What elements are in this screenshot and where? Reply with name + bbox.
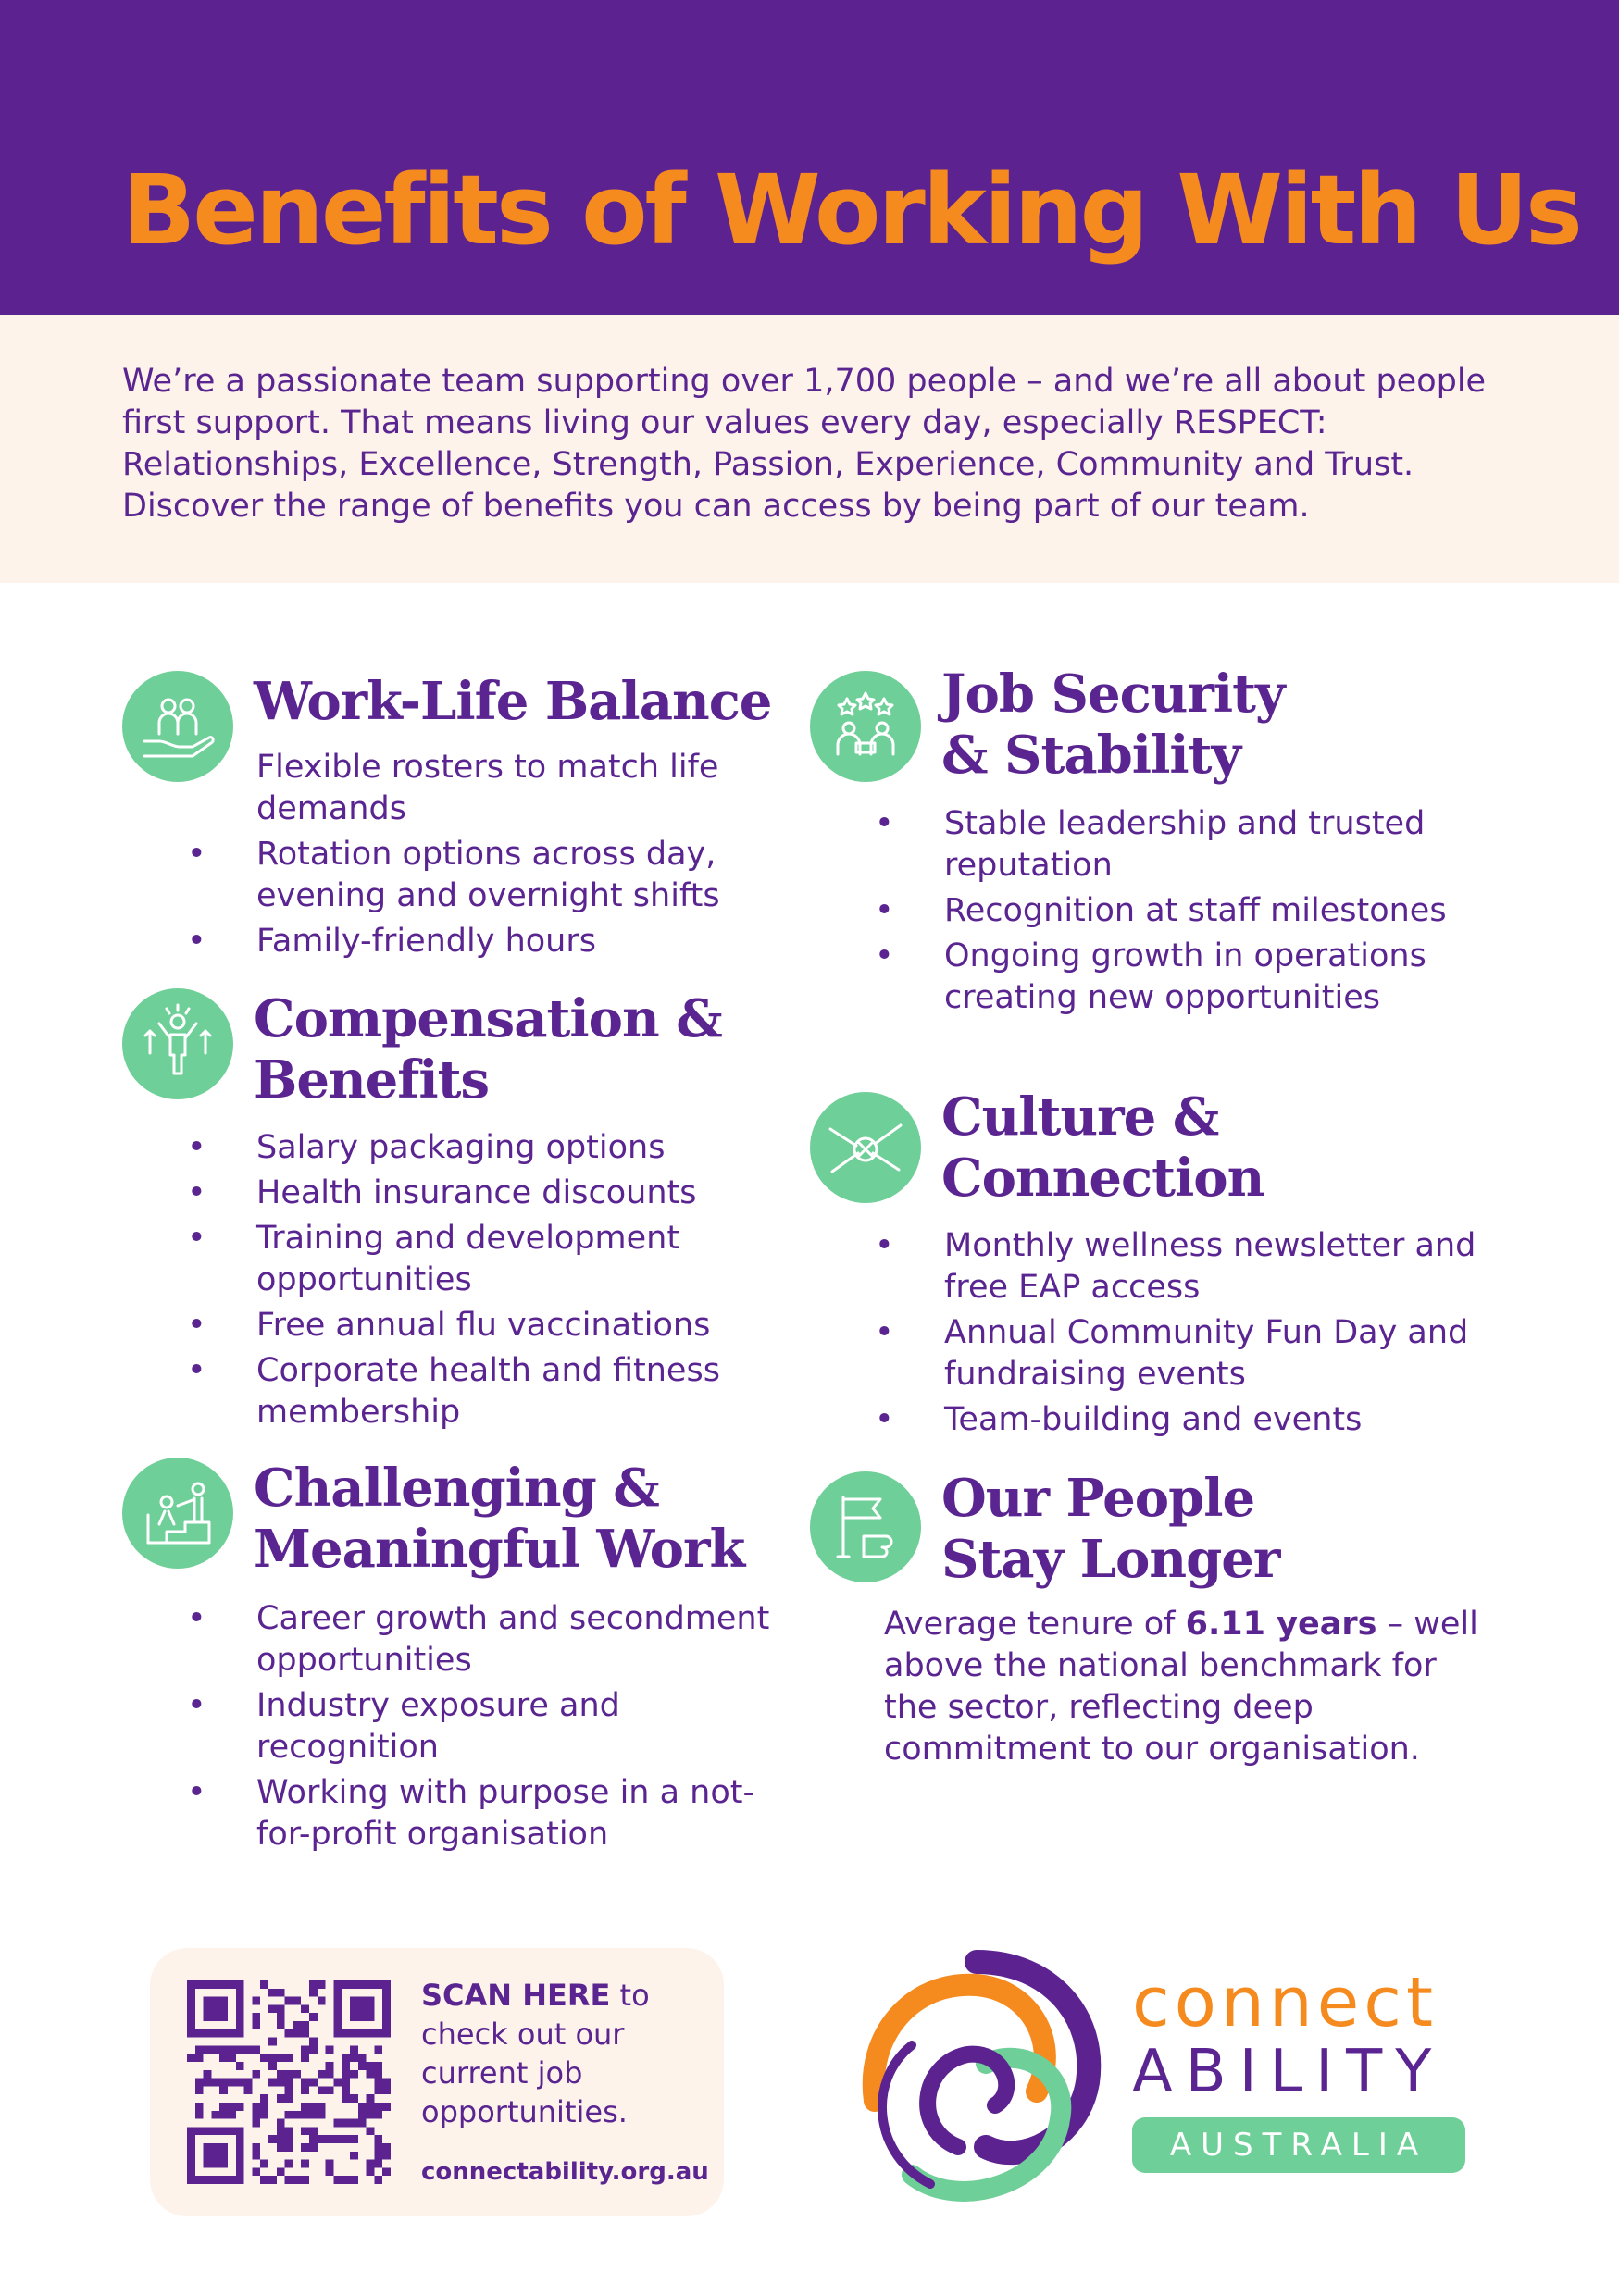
intro-text: We’re a passionate team supporting over 1,700 people – and we’re all about people first support. That means living our values every day, especially RESPECT: Relationships, Excellence, Strength, Passion, Experience, Community and Trust. Discover the range of benefits you can access by being part of our team. bbox=[122, 363, 1487, 525]
joined-hands-icon bbox=[810, 1092, 921, 1203]
benefit-list bbox=[187, 1598, 789, 1859]
list-item: • Career growth and secondment opportunities bbox=[187, 1598, 789, 1682]
list-item: • Monthly wellness newsletter and free EAP access bbox=[875, 1225, 1486, 1309]
scan-text: SCAN HERE to check out our current job opportunities. bbox=[421, 1978, 650, 2129]
heading-line: Job Security bbox=[941, 664, 1285, 725]
list-item: • Training and development opportunities bbox=[187, 1218, 789, 1301]
list-item: Flexible rosters to match life demands bbox=[256, 749, 719, 827]
heading-line: Connection bbox=[941, 1148, 1264, 1209]
section-heading bbox=[941, 1086, 1264, 1209]
heading-line: Compensation & bbox=[254, 988, 722, 1049]
intro-panel bbox=[0, 315, 1619, 583]
list-item: • Family-friendly hours bbox=[187, 921, 789, 962]
logo-ability-text: ABILITY bbox=[1132, 2038, 1445, 2106]
page-title: Benefits of Working With Us bbox=[122, 154, 1580, 267]
section-heading bbox=[254, 1458, 744, 1580]
benefit-list bbox=[875, 1225, 1486, 1445]
section-heading bbox=[254, 988, 722, 1111]
logo-connect-text: connect bbox=[1132, 1963, 1438, 2042]
flag-hand-icon bbox=[810, 1471, 921, 1582]
heading-line: Stay Longer bbox=[941, 1529, 1280, 1590]
list-item: • Team-building and events bbox=[875, 1399, 1486, 1441]
list-item: • Ongoing growth in operations creating new opportunities bbox=[875, 936, 1486, 1019]
heading-line: Meaningful Work bbox=[254, 1519, 745, 1580]
swirl-logo-icon bbox=[838, 1943, 1115, 2221]
list-item: • Working with purpose in a not-for-profit organisation bbox=[187, 1772, 789, 1855]
list-item: • Free annual flu vaccinations bbox=[187, 1305, 789, 1347]
list-item: • Health insurance discounts bbox=[187, 1173, 789, 1214]
tenure-paragraph: Average tenure of 6.11 years – well above the national benchmark for the sector, reflecting deep commitment to our organisation. bbox=[884, 1606, 1478, 1768]
list-item: • Annual Community Fun Day and fundraising events bbox=[875, 1312, 1486, 1396]
list-item: • Corporate health and fitness membership bbox=[187, 1350, 789, 1433]
heading-line: Culture & bbox=[941, 1086, 1219, 1148]
heading-line: Benefits bbox=[254, 1049, 490, 1111]
section-heading bbox=[941, 664, 1285, 786]
heading-line: Challenging & bbox=[254, 1458, 659, 1519]
logo-australia-badge: AUSTRALIA bbox=[1132, 2117, 1465, 2173]
list-item: • Rotation options across day, evening and overnight shifts bbox=[187, 834, 789, 917]
list-item: • Industry exposure and recognition bbox=[187, 1685, 789, 1769]
benefit-list bbox=[875, 803, 1486, 1023]
benefit-list bbox=[187, 747, 789, 966]
website-link[interactable]: connectability.org.au bbox=[421, 2158, 709, 2186]
tenure-value: 6.11 years bbox=[1185, 1606, 1377, 1643]
section-heading: Work-Life Balance bbox=[254, 671, 772, 732]
qr-panel bbox=[150, 1948, 724, 2216]
qr-code-icon[interactable] bbox=[187, 1980, 391, 2184]
connectability-logo bbox=[838, 1943, 1504, 2221]
header-banner bbox=[0, 0, 1619, 315]
celebrating-person-icon bbox=[122, 988, 233, 1099]
heading-line: Our People bbox=[941, 1468, 1255, 1529]
section-heading bbox=[941, 1468, 1279, 1590]
list-item: • Recognition at staff milestones bbox=[875, 890, 1486, 932]
mentor-climbing-icon bbox=[122, 1458, 233, 1569]
heading-line: & Stability bbox=[941, 725, 1241, 786]
list-item: • Salary packaging options bbox=[187, 1127, 789, 1169]
team-stars-icon bbox=[810, 671, 921, 782]
list-item: • Stable leadership and trusted reputation bbox=[875, 803, 1486, 887]
benefit-list bbox=[187, 1127, 789, 1437]
